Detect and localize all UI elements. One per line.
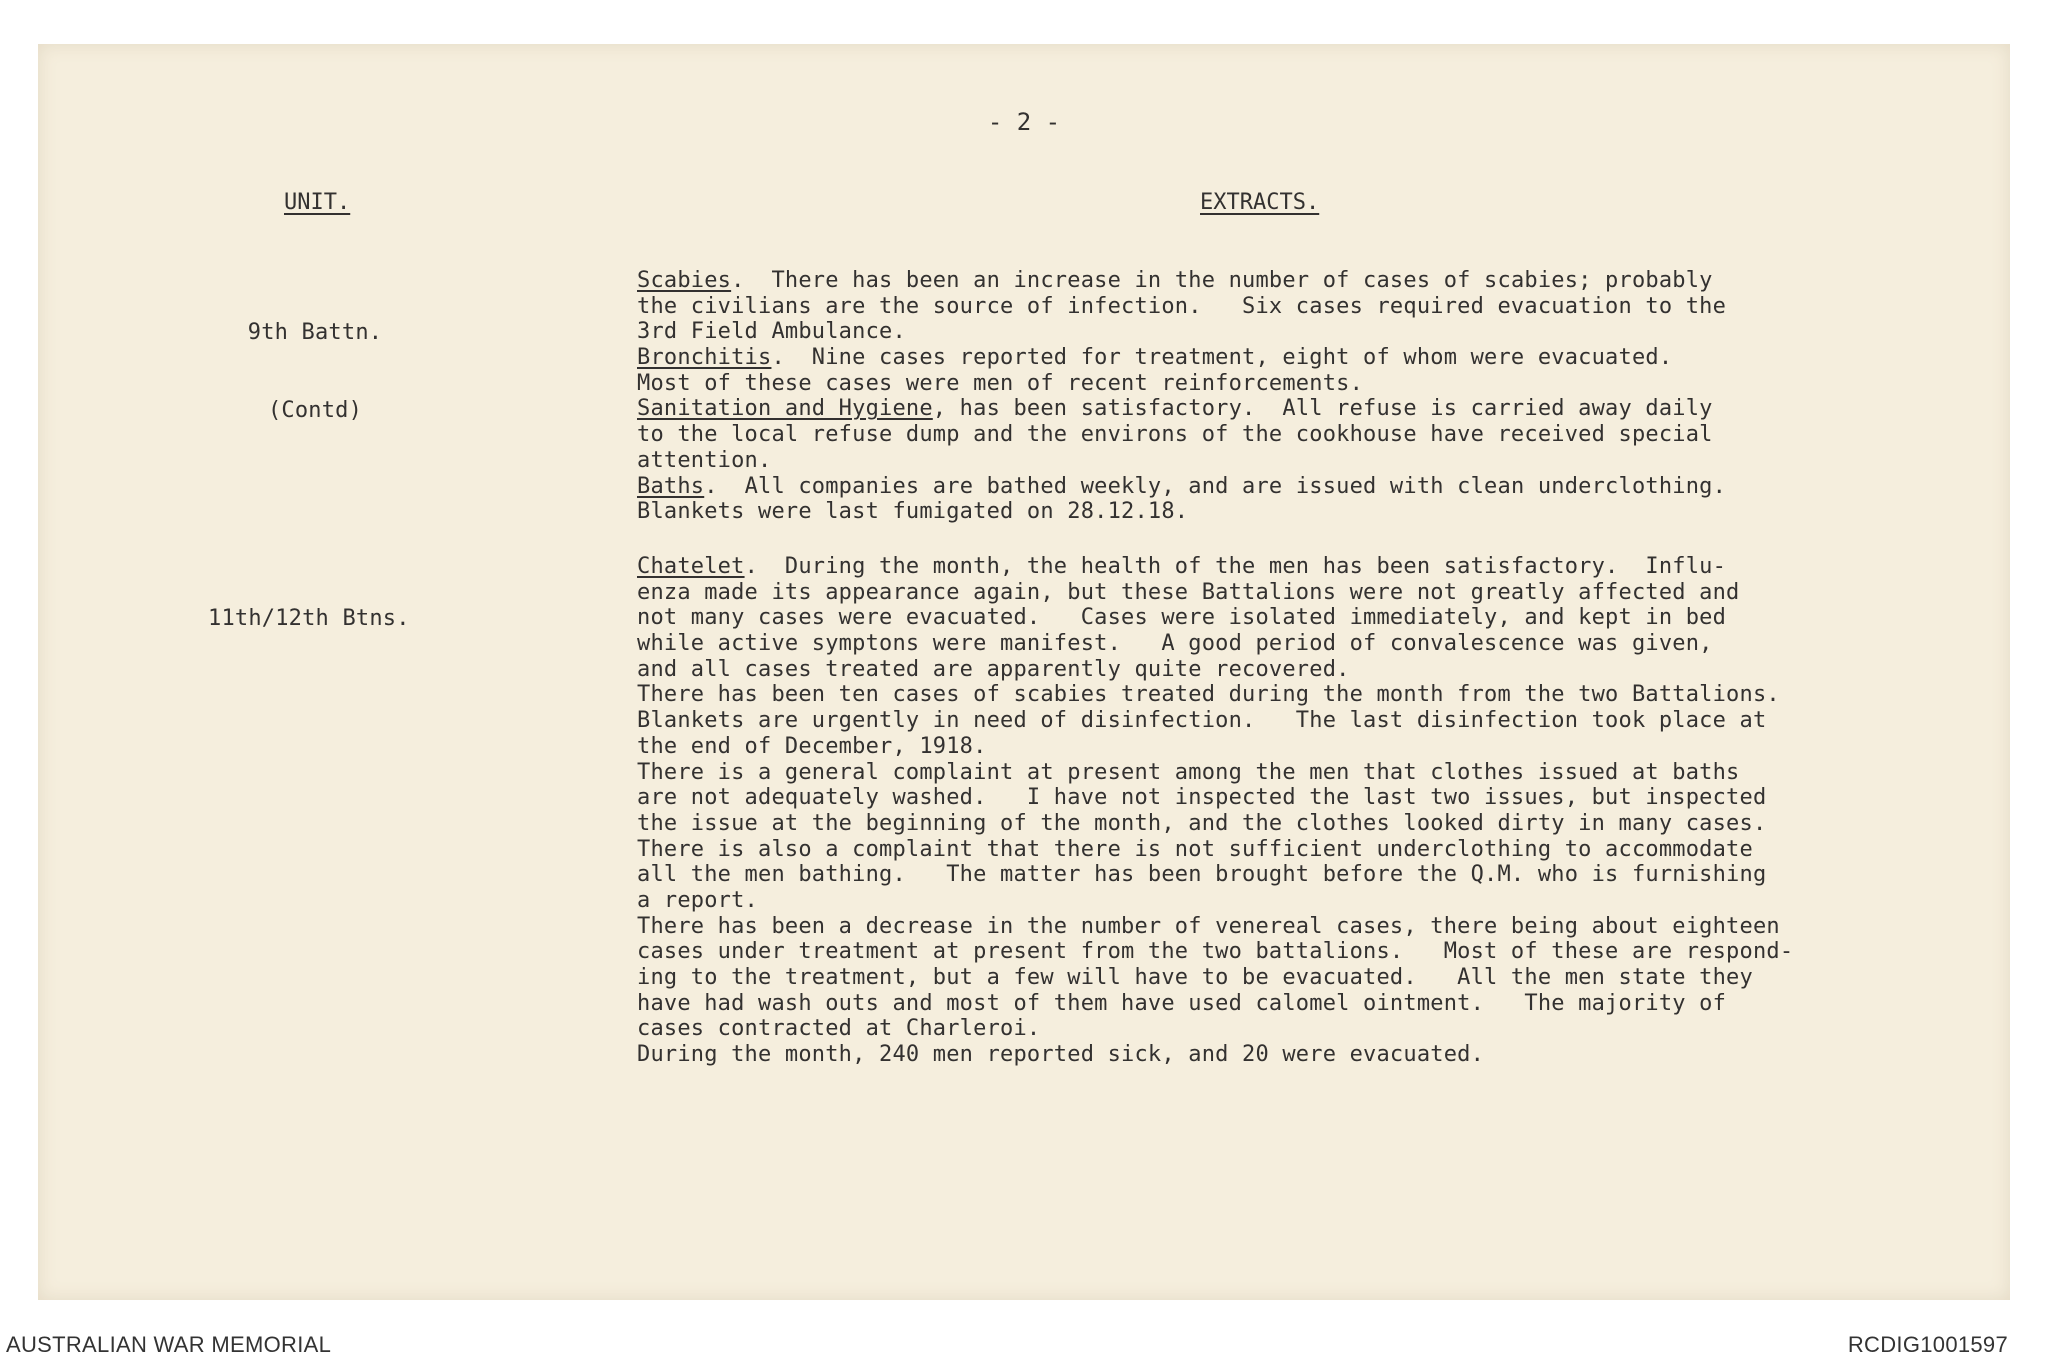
unit-name-line: 9th Battn. xyxy=(247,320,383,345)
extract-line xyxy=(637,631,1793,657)
extract-subject-heading: Scabies xyxy=(637,268,732,293)
extract-line xyxy=(637,580,1793,606)
extract-text: attention. xyxy=(637,447,772,473)
extract-text: have had wash outs and most of them have used calomel ointment. The majority of xyxy=(637,990,1727,1016)
extract-text: . During the month, the health of the men has been satisfactory. Influ- xyxy=(744,554,1727,579)
unit-name-11th-12th-btns xyxy=(208,554,410,658)
extract-subject-heading: Chatelet xyxy=(637,554,745,579)
extract-line xyxy=(637,294,1726,320)
extract-text: , has been satisfactory. All refuse is carried away daily xyxy=(932,396,1713,422)
extract-subject-heading: Baths xyxy=(637,473,705,499)
extract-text: ing to the treatment, but a few will have to be evacuated. All the men state they xyxy=(637,965,1753,990)
extract-text: Most of these cases were men of recent reinforcements. xyxy=(637,370,1364,396)
extract-text: and all cases treated are apparently quite recovered. xyxy=(637,656,1350,682)
extract-line xyxy=(637,474,1726,500)
extract-line xyxy=(637,396,1726,422)
extract-line xyxy=(637,371,1726,397)
extract-line xyxy=(637,914,1793,940)
extract-text: . Nine cases reported for treatment, eight of whom were evacuated. xyxy=(771,345,1673,371)
extract-line xyxy=(637,422,1726,448)
extract-text: all the men bathing. The matter has been brought before the Q.M. who is furnishing xyxy=(637,862,1767,888)
extract-text: to the local refuse dump and the environs of the cookhouse have received special xyxy=(637,422,1713,448)
extract-line xyxy=(637,785,1793,811)
extract-text: the issue at the beginning of the month, and the clothes looked dirty in many cases. xyxy=(637,810,1767,836)
extract-text: Blankets are urgently in need of disinfection. The last disinfection took place at xyxy=(637,708,1767,734)
extracts-column-header: EXTRACTS. xyxy=(1200,190,1320,215)
extract-text: the end of December, 1918. xyxy=(637,733,987,759)
extract-text: 3rd Field Ambulance. xyxy=(637,319,906,345)
extract-block-9th-battn xyxy=(637,268,1726,525)
extract-text: Blankets were last fumigated on 28.12.18. xyxy=(637,499,1189,525)
extract-text: while active symptons were manifest. A good period of convalescence was given, xyxy=(637,631,1713,657)
extract-block-11th-12th-btns xyxy=(637,554,1793,1068)
extract-line xyxy=(637,811,1793,837)
extract-text: . All companies are bathed weekly, and are issued with clean underclothing. xyxy=(704,473,1727,499)
extract-text: are not adequately washed. I have not inspected the last two issues, but inspected xyxy=(637,785,1767,811)
extract-line xyxy=(637,345,1726,371)
archive-reference-id: RCDIG1001597 xyxy=(1847,1332,2008,1357)
extract-line xyxy=(637,888,1793,914)
extract-line xyxy=(637,1042,1793,1068)
extract-line xyxy=(637,1016,1793,1042)
extract-text: cases contracted at Charleroi. xyxy=(637,1016,1041,1042)
unit-name-line: 11th/12th Btns. xyxy=(208,606,410,631)
extract-line xyxy=(637,965,1793,991)
extract-text: During the month, 240 men reported sick, and 20 were evacuated. xyxy=(637,1042,1485,1068)
extract-line xyxy=(637,734,1793,760)
extract-subject-heading: Sanitation and Hygiene xyxy=(637,396,933,422)
extract-line xyxy=(637,760,1793,786)
extract-line xyxy=(637,939,1793,965)
extract-line xyxy=(637,448,1726,474)
unit-name-line: (Contd) xyxy=(267,398,363,423)
archive-credit: AUSTRALIAN WAR MEMORIAL xyxy=(6,1332,332,1357)
extract-text: a report. xyxy=(637,887,759,913)
extract-line xyxy=(637,991,1793,1017)
extract-line xyxy=(637,268,1726,294)
unit-column-header: UNIT. xyxy=(284,190,351,215)
extract-subject-heading: Bronchitis xyxy=(637,345,772,371)
extract-text: the civilians are the source of infection. Six cases required evacuation to the xyxy=(637,293,1727,319)
unit-name-9th-battn xyxy=(220,268,410,450)
extract-text: There is a general complaint at present among the men that clothes issued at baths xyxy=(637,759,1740,785)
extract-text: not many cases were evacuated. Cases were isolated immediately, and kept in bed xyxy=(637,605,1727,631)
extract-text: There has been ten cases of scabies treated during the month from the two Battalions. xyxy=(637,682,1780,708)
extract-line xyxy=(637,862,1793,888)
extract-line xyxy=(637,708,1793,734)
extract-line xyxy=(637,682,1793,708)
extract-text: enza made its appearance again, but these Battalions were not greatly affected and xyxy=(637,579,1740,605)
extract-line xyxy=(637,554,1793,580)
extract-text: There has been a decrease in the number of venereal cases, there being about eighteen xyxy=(637,913,1780,939)
extract-line xyxy=(637,657,1793,683)
extract-line xyxy=(637,319,1726,345)
extract-text: . There has been an increase in the number of cases of scabies; probably xyxy=(731,268,1713,293)
extract-line xyxy=(637,605,1793,631)
page-number: - 2 - xyxy=(987,108,1061,136)
extract-text: cases under treatment at present from the two battalions. Most of these are respond- xyxy=(637,939,1794,965)
extract-line xyxy=(637,499,1726,525)
extract-line xyxy=(637,837,1793,863)
extract-text: There is also a complaint that there is not sufficient underclothing to accommodate xyxy=(637,836,1753,862)
